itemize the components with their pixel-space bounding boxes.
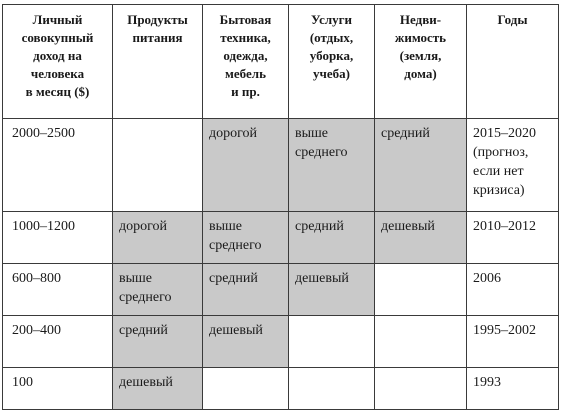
cell-text-line: 1995–2002: [473, 323, 536, 338]
table-header-row: [3, 5, 559, 119]
cell-text-line: дешевый: [119, 375, 173, 390]
table-cell-services: [289, 119, 375, 212]
table-cell-income: [3, 119, 113, 212]
header-line: Продукты: [127, 12, 188, 27]
header-line: доход на: [33, 48, 82, 63]
table-cell-services: [289, 316, 375, 368]
table-cell-appliances: [203, 212, 289, 264]
cell-text-line: выше: [209, 219, 243, 234]
header-cell-income: [3, 5, 113, 119]
cell-text-line: если нет: [473, 164, 524, 179]
cell-text-line: средний: [295, 219, 344, 234]
cell-text-line: среднего: [209, 238, 262, 253]
header-cell-appliances: [203, 5, 289, 119]
header-line: одежда,: [223, 48, 268, 63]
table-body: [3, 119, 559, 410]
header-line: Недви-: [399, 12, 442, 27]
table-cell-food: [113, 316, 203, 368]
table-cell-appliances: [203, 316, 289, 368]
cell-text-line: 2006: [473, 271, 501, 286]
table-cell-years: [467, 264, 559, 316]
header-line: Бытовая: [219, 12, 272, 27]
header-line: питания: [132, 30, 183, 45]
cell-text-line: 2010–2012: [473, 219, 536, 234]
table-row: [3, 119, 559, 212]
header-cell-food: [113, 5, 203, 119]
cell-text-line: 1993: [473, 375, 501, 390]
table-cell-food: [113, 368, 203, 410]
table-cell-real-estate: [375, 316, 467, 368]
cell-text-line: выше: [119, 271, 153, 286]
table-cell-real-estate: [375, 119, 467, 212]
header-line: и пр.: [231, 84, 260, 99]
cell-text-line: 2015–2020: [473, 126, 536, 141]
cell-text-line: 200–400: [12, 323, 61, 338]
table-cell-real-estate: [375, 368, 467, 410]
cell-text-line: среднего: [295, 145, 348, 160]
cell-text-line: дешевый: [381, 219, 435, 234]
table-row: [3, 316, 559, 368]
table-cell-real-estate: [375, 264, 467, 316]
table-cell-food: [113, 119, 203, 212]
document-table-container: [2, 4, 559, 410]
cell-text-line: средний: [381, 126, 430, 141]
table-cell-years: [467, 368, 559, 410]
cell-text-line: 600–800: [12, 271, 61, 286]
table-cell-appliances: [203, 368, 289, 410]
table-row: [3, 212, 559, 264]
cell-text-line: средний: [119, 323, 168, 338]
table-cell-income: [3, 368, 113, 410]
cell-text-line: дешевый: [295, 271, 349, 286]
table-cell-income: [3, 212, 113, 264]
header-line: Личный: [32, 12, 83, 27]
table-cell-appliances: [203, 264, 289, 316]
cell-text-line: дорогой: [209, 126, 258, 141]
cell-text-line: средний: [209, 271, 258, 286]
table-cell-services: [289, 264, 375, 316]
header-line: (земля,: [399, 48, 442, 63]
cell-text-line: 1000–1200: [12, 219, 75, 234]
table-row: [3, 264, 559, 316]
table-row: [3, 368, 559, 410]
header-line: Годы: [497, 12, 528, 27]
table-cell-years: [467, 119, 559, 212]
header-line: Услуги: [310, 12, 353, 27]
table-cell-real-estate: [375, 212, 467, 264]
cell-text-line: выше: [295, 126, 329, 141]
table-cell-income: [3, 264, 113, 316]
table-cell-years: [467, 316, 559, 368]
table-cell-appliances: [203, 119, 289, 212]
cell-text-line: (прогноз,: [473, 145, 529, 160]
cell-text-line: дешевый: [209, 323, 263, 338]
header-line: мебель: [225, 66, 266, 81]
header-cell-years: [467, 5, 559, 119]
table-cell-years: [467, 212, 559, 264]
table-cell-services: [289, 212, 375, 264]
cell-text-line: дорогой: [119, 219, 168, 234]
header-line: жимость: [394, 30, 447, 45]
table-cell-food: [113, 264, 203, 316]
header-line: человека: [30, 66, 85, 81]
table-cell-income: [3, 316, 113, 368]
header-line: дома): [404, 66, 437, 81]
header-line: техника,: [220, 30, 271, 45]
cell-text-line: среднего: [119, 290, 172, 305]
header-line: уборка,: [309, 48, 354, 63]
table-cell-services: [289, 368, 375, 410]
header-line: учеба): [313, 66, 350, 81]
table-cell-food: [113, 212, 203, 264]
header-cell-real-estate: [375, 5, 467, 119]
header-line: (отдых,: [309, 30, 354, 45]
cell-text-line: кризиса): [473, 183, 525, 198]
header-line: совокупный: [21, 30, 94, 45]
income-consumption-table: [2, 4, 559, 410]
cell-text-line: 100: [12, 375, 33, 390]
header-line: в месяц ($): [25, 84, 90, 99]
cell-text-line: 2000–2500: [12, 126, 75, 141]
header-cell-services: [289, 5, 375, 119]
